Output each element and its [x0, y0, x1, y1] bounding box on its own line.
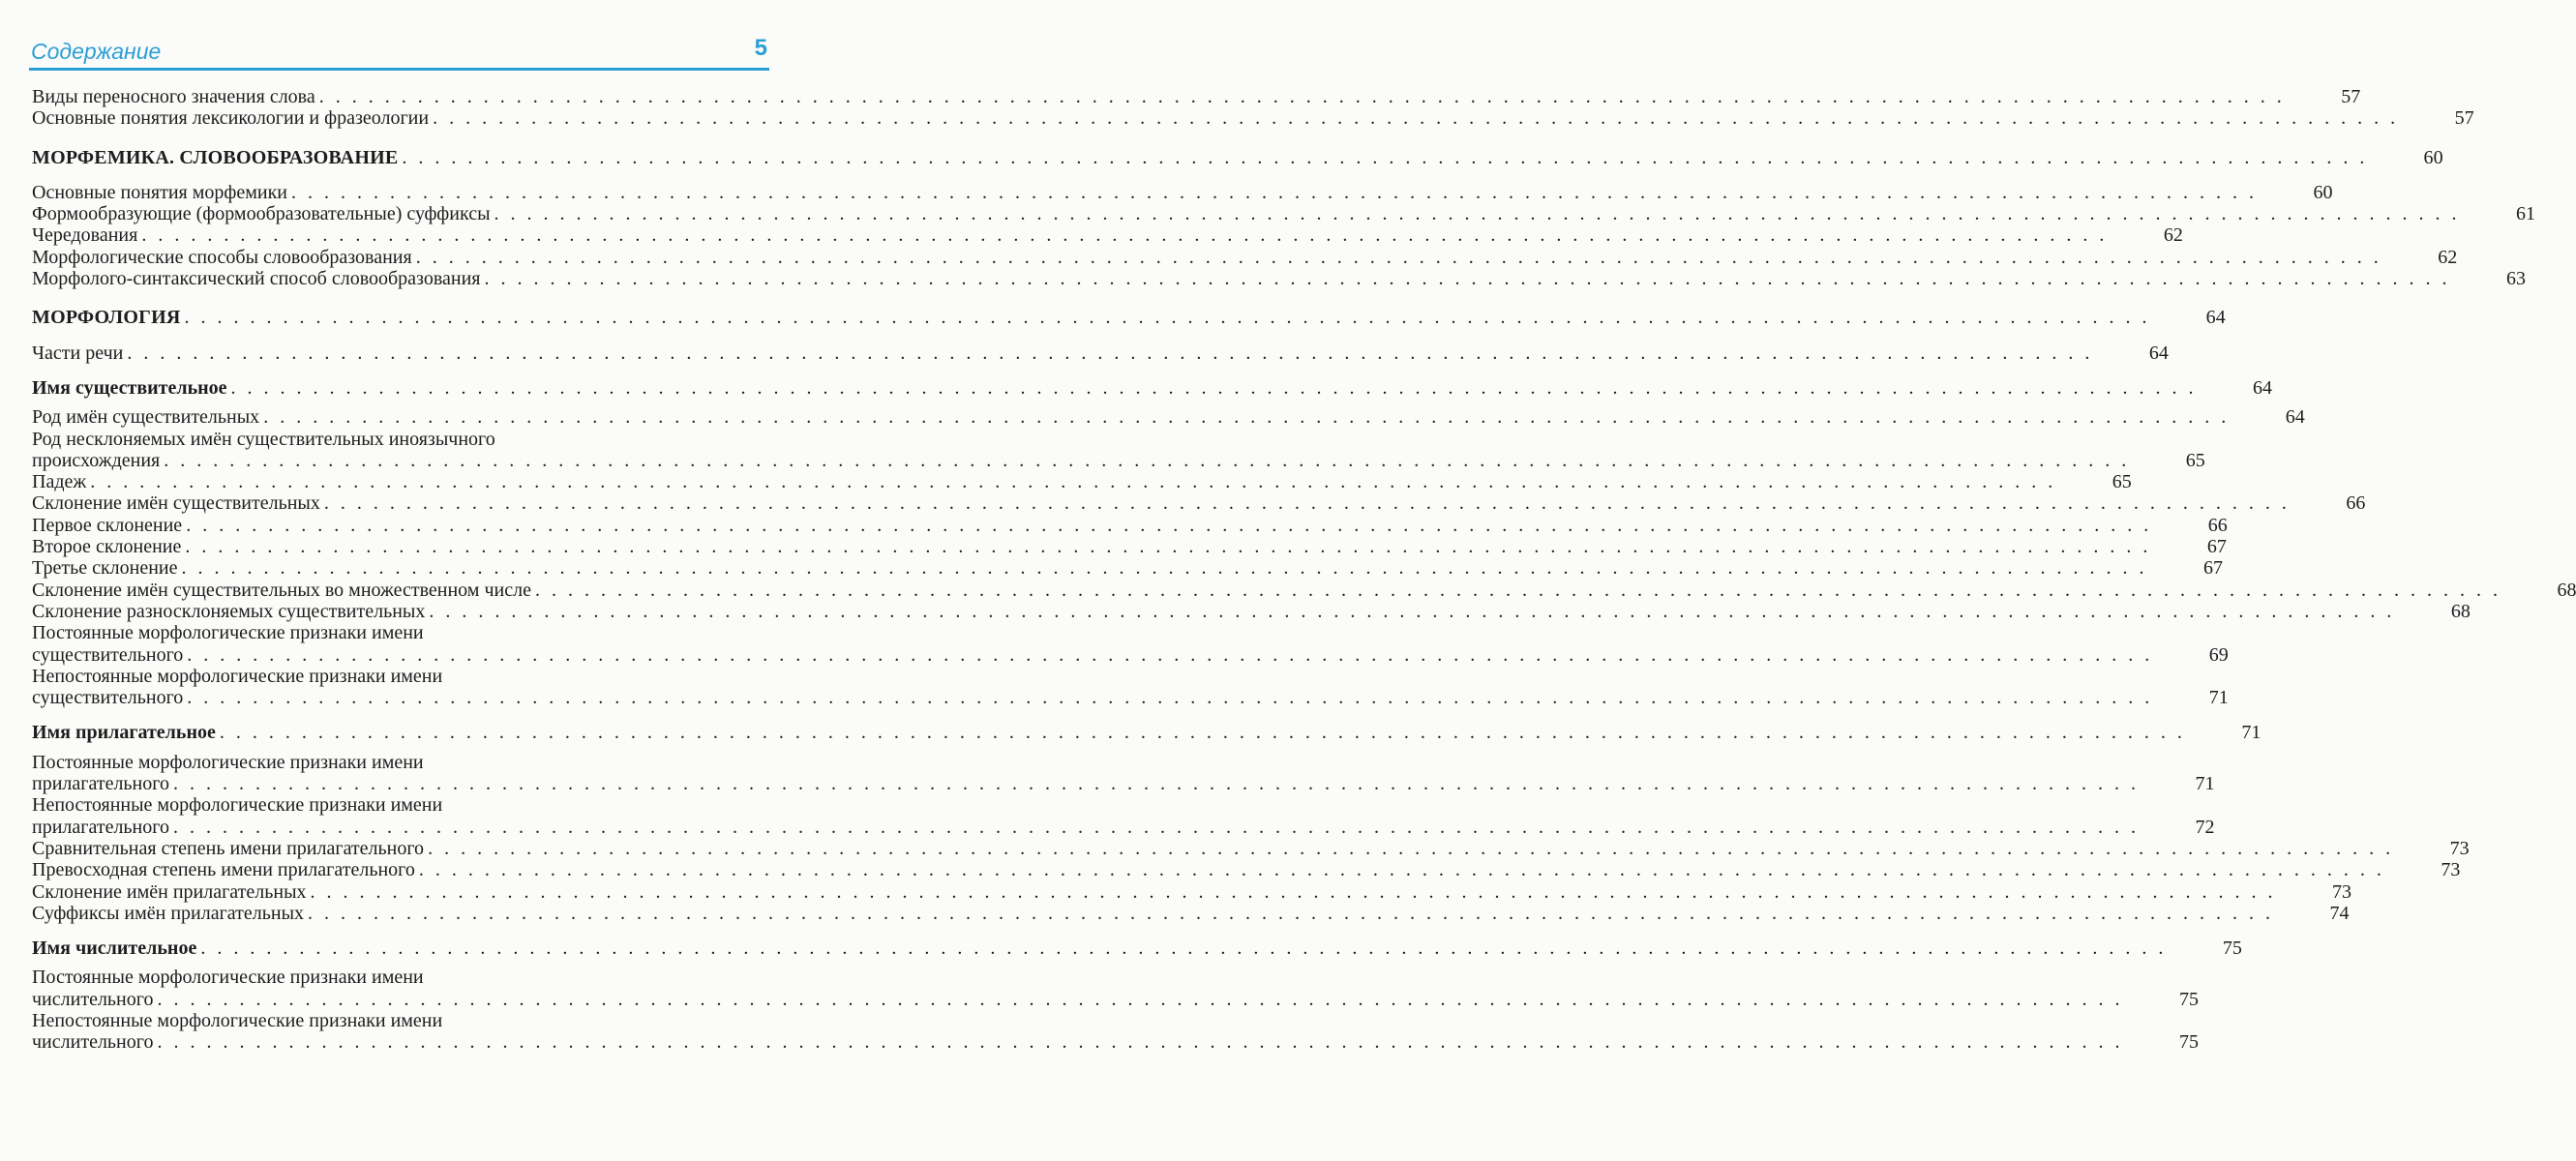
toc-entry-line — [32, 722, 2261, 744]
toc-entry — [32, 86, 2361, 107]
toc-page-number: 71 — [2241, 722, 2261, 744]
toc-page-number: 71 — [2195, 773, 2215, 795]
toc-entry-line — [32, 752, 767, 773]
toc-entry — [32, 1009, 2199, 1054]
toc-entry-line — [32, 837, 2470, 859]
toc-entry-line — [32, 224, 2183, 247]
toc-entry — [32, 579, 2576, 601]
toc-page-number: 73 — [2441, 859, 2461, 881]
toc-entry-line — [32, 429, 767, 450]
dot-leader: . . . . . . . . . . . . . . . . . . . . . . . . . . . . . . . . . . . . . . . . . . . . . . . . . . . . . . . . . . . . . . . . . . . . . . . . . . . . . . . . . . . . . . . . . . . . . . . . . . . . . . . . . . . . . . . . . . . . . . . . — [429, 600, 2395, 622]
dot-leader: . . . . . . . . . . . . . . . . . . . . . . . . . . . . . . . . . . . . . . . . . . . . . . . . . . . . . . . . . . . . . . . . . . . . . . . . . . . . . . . . . . . . . . . . . . . . . . . . . . . . . . . . . . . . . . . . . . . . . . . . — [157, 988, 2123, 1010]
toc-entry — [32, 622, 2229, 666]
dot-leader: . . . . . . . . . . . . . . . . . . . . . . . . . . . . . . . . . . . . . . . . . . . . . . . . . . . . . . . . . . . . . . . . . . . . . . . . . . . . . . . . . . . . . . . . . . . . . . . . . . . . . . . . . . . . . . . . . . . . . . . . — [308, 902, 2274, 924]
toc-entry-title: Склонение имён прилагательных — [32, 880, 307, 903]
dot-leader: . . . . . . . . . . . . . . . . . . . . . . . . . . . . . . . . . . . . . . . . . . . . . . . . . . . . . . . . . . . . . . . . . . . . . . . . . . . . . . . . . . . . . . . . . . . . . . . . . . . . . . . . . . . . . . . . . . . . . . . . — [127, 342, 2093, 364]
toc-entry — [32, 203, 2536, 225]
toc-entry — [32, 967, 2199, 1010]
toc-entry — [32, 428, 2205, 472]
dot-leader: . . . . . . . . . . . . . . . . . . . . . . . . . . . . . . . . . . . . . . . . . . . . . . . . . . . . . . . . . . . . . . . . . . . . . . . . . . . . . . . . . . . . . . . . . . . . . . . . . . . . . . . . . . . . . . . . . . . . . . . . — [172, 816, 2140, 838]
toc-entry-line — [32, 514, 2228, 536]
toc-entry-title: Суффиксы имён прилагательных — [32, 902, 305, 924]
toc-entry-title: числительного — [32, 1031, 154, 1054]
toc-entry-title: Сравнительная степень имени прилагательного — [32, 837, 425, 859]
dot-leader: . . . . . . . . . . . . . . . . . . . . . . . . . . . . . . . . . . . . . . . . . . . . . . . . . . . . . . . . . . . . . . . . . . . . . . . . . . . . . . . . . . . . . . . . . . . . . . . . . . . . . . . . . . . . . . . . . . . . . . . . — [184, 307, 2150, 329]
toc-entry-title: Морфолого-синтаксический способ словообразования — [32, 268, 481, 290]
dot-leader: . . . . . . . . . . . . . . . . . . . . . . . . . . . . . . . . . . . . . . . . . . . . . . . . . . . . . . . . . . . . . . . . . . . . . . . . . . . . . . . . . . . . . . . . . . . . . . . . . . . . . . . . . . . . . . . . . . . . . . . . — [402, 146, 2368, 168]
page-header — [29, 35, 769, 71]
toc-entry-title: Склонение имён существительных во множественном числе — [32, 579, 531, 601]
toc-entry — [32, 859, 2461, 881]
toc-entry-title: Непостоянные морфологические признаки имени — [32, 1009, 443, 1031]
toc-entry — [32, 794, 2215, 838]
toc-entry-title: Имя существительное — [32, 376, 227, 399]
toc-page-number: 66 — [2207, 514, 2228, 536]
dot-leader: . . . . . . . . . . . . . . . . . . . . . . . . . . . . . . . . . . . . . . . . . . . . . . . . . . . . . . . . . . . . . . . . . . . . . . . . . . . . . . . . . . . . . . . . . . . . . . . . . . . . . . . . . . . . . . . . . . . . . . . . — [141, 224, 2108, 247]
toc-entry-title: Непостоянные морфологические признаки имени — [32, 665, 443, 687]
toc-entry-title: Непостоянные морфологические признаки имени — [32, 794, 443, 817]
running-title: Содержание — [31, 39, 162, 64]
toc-page-number: 73 — [2332, 880, 2352, 903]
toc-entry-line — [32, 376, 2273, 399]
toc-entry-line — [32, 643, 2229, 666]
toc-entry-line — [32, 1010, 767, 1031]
toc-entry-title: Постоянные морфологические признаки имени — [32, 622, 424, 644]
toc-entry-line — [32, 687, 2229, 709]
toc-entry — [32, 224, 2183, 247]
toc-entry — [32, 107, 2474, 130]
toc-entry-title: Имя прилагательное — [32, 722, 216, 744]
toc-page-number: 62 — [2438, 246, 2458, 268]
toc-entry-title: Постоянные морфологические признаки имени — [32, 751, 424, 773]
toc-subsection-heading — [32, 376, 2273, 399]
dot-leader: . . . . . . . . . . . . . . . . . . . . . . . . . . . . . . . . . . . . . . . . . . . . . . . . . . . . . . . . . . . . . . . . . . . . . . . . . . . . . . . . . . . . . . . . . . . . . . . . . . . . . . . . . . . . . . . . . . . . . . . . — [200, 938, 2167, 960]
toc-entry-title: числительного — [32, 988, 154, 1010]
toc-entry — [32, 880, 2352, 903]
toc-page-number: 57 — [2454, 107, 2474, 130]
toc-subsection-heading — [32, 938, 2242, 960]
toc-page-number: 75 — [2178, 1031, 2199, 1054]
toc-page-number: 65 — [2185, 449, 2205, 471]
toc-subsection-heading — [32, 722, 2261, 744]
dot-leader: . . . . . . . . . . . . . . . . . . . . . . . . . . . . . . . . . . . . . . . . . . . . . . . . . . . . . . . . . . . . . . . . . . . . . . . . . . . . . . . . . . . . . . . . . . . . . . . . . . . . . . . . . . . . . . . . . . . . . . . . — [187, 643, 2153, 666]
toc-entry-title: МОРФОЛОГИЯ — [32, 307, 181, 329]
dot-leader: . . . . . . . . . . . . . . . . . . . . . . . . . . . . . . . . . . . . . . . . . . . . . . . . . . . . . . . . . . . . . . . . . . . . . . . . . . . . . . . . . . . . . . . . . . . . . . . . . . . . . . . . . . . . . . . . . . . . . . . . — [157, 1031, 2123, 1054]
toc-page-number: 71 — [2208, 687, 2229, 709]
toc-entry-title: Основные понятия морфемики — [32, 181, 288, 203]
dot-leader: . . . . . . . . . . . . . . . . . . . . . . . . . . . . . . . . . . . . . . . . . . . . . . . . . . . . . . . . . . . . . . . . . . . . . . . . . . . . . . . . . . . . . . . . . . . . . . . . . . . . . . . . . . . . . . . . . . . . . . . . — [323, 492, 2291, 515]
toc-entry-line — [32, 107, 2474, 130]
toc-entry-title: Постоянные морфологические признаки имени — [32, 967, 424, 989]
toc-entry-title: существительного — [32, 687, 184, 709]
toc-entry-title: Род несклоняемых имён существительных иноязычного — [32, 428, 495, 450]
dot-leader: . . . . . . . . . . . . . . . . . . . . . . . . . . . . . . . . . . . . . . . . . . . . . . . . . . . . . . . . . . . . . . . . . . . . . . . . . . . . . . . . . . . . . . . . . . . . . . . . . . . . . . . . . . . . . . . . . . . . . . . . — [185, 536, 2151, 558]
toc-entry — [32, 471, 2132, 493]
toc-page-number: 73 — [2449, 837, 2470, 859]
toc-entry-title: прилагательного — [32, 816, 169, 838]
toc-entry-line — [32, 622, 767, 643]
dot-leader: . . . . . . . . . . . . . . . . . . . . . . . . . . . . . . . . . . . . . . . . . . . . . . . . . . . . . . . . . . . . . . . . . . . . . . . . . . . . . . . . . . . . . . . . . . . . . . . . . . . . . . . . . . . . . . . . . . . . . . . . — [433, 107, 2399, 130]
toc-entry-title: Виды переносного значения слова — [32, 86, 315, 107]
dot-leader: . . . . . . . . . . . . . . . . . . . . . . . . . . . . . . . . . . . . . . . . . . . . . . . . . . . . . . . . . . . . . . . . . . . . . . . . . . . . . . . . . . . . . . . . . . . . . . . . . . . . . . . . . . . . . . . . . . . . . . . . — [230, 376, 2198, 399]
toc-page-number: 64 — [2285, 406, 2305, 429]
toc-entry-title: Третье склонение — [32, 557, 178, 580]
toc-entry-line — [32, 600, 2471, 622]
toc-entry-line — [32, 579, 2576, 601]
dot-leader: . . . . . . . . . . . . . . . . . . . . . . . . . . . . . . . . . . . . . . . . . . . . . . . . . . . . . . . . . . . . . . . . . . . . . . . . . . . . . . . . . . . . . . . . . . . . . . . . . . . . . . . . . . . . . . . . . . . . . . . . — [219, 722, 2186, 744]
toc-entry-title: МОРФЕМИКА. СЛОВООБРАЗОВАНИЕ — [32, 146, 399, 168]
toc-entry-title: Превосходная степень имени прилагательного — [32, 859, 415, 881]
toc-entry-title: Падеж — [32, 471, 87, 493]
toc-page-number: 68 — [2450, 600, 2471, 622]
toc-entry — [32, 557, 2224, 580]
toc-entry-line — [32, 880, 2352, 903]
toc-page-number: 68 — [2557, 579, 2576, 601]
toc-section-heading — [32, 146, 2443, 168]
toc-page-number: 66 — [2346, 492, 2366, 515]
toc-page-number: 64 — [2205, 307, 2226, 329]
toc-entry-line — [32, 794, 767, 816]
toc-entry-line — [32, 246, 2458, 268]
toc-entry-title: Род имён существительных — [32, 406, 260, 429]
dot-leader: . . . . . . . . . . . . . . . . . . . . . . . . . . . . . . . . . . . . . . . . . . . . . . . . . . . . . . . . . . . . . . . . . . . . . . . . . . . . . . . . . . . . . . . . . . . . . . . . . . . . . . . . . . . . . . . . . . . . . . . . — [318, 86, 2286, 107]
toc-entry-line — [32, 773, 2215, 795]
page-number: 5 — [754, 35, 767, 61]
toc-page-number: 64 — [2253, 376, 2273, 399]
toc-entry-line — [32, 1031, 2199, 1054]
toc-entry-title: существительного — [32, 643, 184, 666]
toc-entry — [32, 902, 2350, 924]
toc-entry — [32, 536, 2227, 558]
dot-leader: . . . . . . . . . . . . . . . . . . . . . . . . . . . . . . . . . . . . . . . . . . . . . . . . . . . . . . . . . . . . . . . . . . . . . . . . . . . . . . . . . . . . . . . . . . . . . . . . . . . . . . . . . . . . . . . . . . . . . . . . — [90, 471, 2056, 493]
toc-entry-line — [32, 492, 2366, 515]
toc-section-heading — [32, 307, 2226, 329]
dot-leader: . . . . . . . . . . . . . . . . . . . . . . . . . . . . . . . . . . . . . . . . . . . . . . . . . . . . . . . . . . . . . . . . . . . . . . . . . . . . . . . . . . . . . . . . . . . . . . . . . . . . . . . . . . . . . . . . . . . . . . . . — [310, 880, 2277, 903]
toc-entry-line — [32, 146, 2443, 168]
toc-page-number: 74 — [2329, 902, 2350, 924]
dot-leader: . . . . . . . . . . . . . . . . . . . . . . . . . . . . . . . . . . . . . . . . . . . . . . . . . . . . . . . . . . . . . . . . . . . . . . . . . . . . . . . . . . . . . . . . . . . . . . . . . . . . . . . . . . . . . . . . . . . . . . . . — [263, 406, 2230, 429]
dot-leader: . . . . . . . . . . . . . . . . . . . . . . . . . . . . . . . . . . . . . . . . . . . . . . . . . . . . . . . . . . . . . . . . . . . . . . . . . . . . . . . . . . . . . . . . . . . . . . . . . . . . . . . . . . . . . . . . . . . . . . . . — [415, 246, 2382, 268]
toc-entry-line — [32, 449, 2205, 471]
dot-leader: . . . . . . . . . . . . . . . . . . . . . . . . . . . . . . . . . . . . . . . . . . . . . . . . . . . . . . . . . . . . . . . . . . . . . . . . . . . . . . . . . . . . . . . . . . . . . . . . . . . . . . . . . . . . . . . . . . . . . . . . — [164, 449, 2130, 471]
toc-entry-title: Первое склонение — [32, 514, 183, 536]
toc-entry — [32, 342, 2169, 364]
toc-page-number: 67 — [2203, 557, 2224, 580]
toc-page-number: 63 — [2506, 268, 2526, 290]
toc-entry-title: Склонение имён существительных — [32, 492, 320, 515]
toc-page-number: 75 — [2178, 988, 2199, 1010]
toc-page-number: 75 — [2222, 938, 2242, 960]
toc-entry — [32, 665, 2229, 709]
toc-entry-line — [32, 967, 767, 988]
dot-leader: . . . . . . . . . . . . . . . . . . . . . . . . . . . . . . . . . . . . . . . . . . . . . . . . . . . . . . . . . . . . . . . . . . . . . . . . . . . . . . . . . . . . . . . . . . . . . . . . . . . . . . . . . . . . . . . . . . . . . . . . — [186, 514, 2152, 536]
dot-leader: . . . . . . . . . . . . . . . . . . . . . . . . . . . . . . . . . . . . . . . . . . . . . . . . . . . . . . . . . . . . . . . . . . . . . . . . . . . . . . . . . . . . . . . . . . . . . . . . . . . . . . . . . . . . . . . . . . . . . . . . — [484, 268, 2450, 290]
toc-page-number: 61 — [2516, 203, 2536, 225]
toc-entry-title: Формообразующие (формообразовательные) суффиксы — [32, 203, 491, 225]
toc-entry-line — [32, 666, 767, 687]
toc-page-number: 65 — [2112, 471, 2132, 493]
toc-entry-title: происхождения — [32, 449, 161, 471]
toc-entry-line — [32, 86, 2361, 107]
dot-leader: . . . . . . . . . . . . . . . . . . . . . . . . . . . . . . . . . . . . . . . . . . . . . . . . . . . . . . . . . . . . . . . . . . . . . . . . . . . . . . . . . . . . . . . . . . . . . . . . . . . . . . . . . . . . . . . . . . . . . . . . — [418, 859, 2385, 881]
toc-entry-line — [32, 307, 2226, 329]
toc-page-number: 60 — [2313, 181, 2333, 203]
dot-leader: . . . . . . . . . . . . . . . . . . . . . . . . . . . . . . . . . . . . . . . . . . . . . . . . . . . . . . . . . . . . . . . . . . . . . . . . . . . . . . . . . . . . . . . . . . . . . . . . . . . . . . . . . . . . . . . . . . . . . . . . — [291, 181, 2258, 203]
dot-leader: . . . . . . . . . . . . . . . . . . . . . . . . . . . . . . . . . . . . . . . . . . . . . . . . . . . . . . . . . . . . . . . . . . . . . . . . . . . . . . . . . . . . . . . . . . . . . . . . . . . . . . . . . . . . . . . . . . . . . . . . — [172, 773, 2140, 795]
table-of-contents — [32, 86, 2576, 1054]
toc-entry-title: Морфологические способы словообразования — [32, 246, 412, 268]
toc-entry — [32, 268, 2526, 290]
toc-entry-title: Второе склонение — [32, 536, 182, 558]
dot-leader: . . . . . . . . . . . . . . . . . . . . . . . . . . . . . . . . . . . . . . . . . . . . . . . . . . . . . . . . . . . . . . . . . . . . . . . . . . . . . . . . . . . . . . . . . . . . . . . . . . . . . . . . . . . . . . . . . . . . . . . . — [187, 687, 2153, 709]
toc-page-number: 64 — [2148, 342, 2169, 364]
toc-entry-title: Части речи — [32, 342, 124, 364]
toc-page-number: 69 — [2208, 643, 2229, 666]
toc-entry-line — [32, 557, 2224, 580]
toc-entry — [32, 406, 2305, 429]
toc-page-number: 60 — [2423, 146, 2443, 168]
toc-entry-title: Имя числительное — [32, 938, 197, 960]
toc-entry — [32, 837, 2470, 859]
toc-entry-line — [32, 536, 2227, 558]
toc-entry-line — [32, 406, 2305, 429]
toc-entry-title: прилагательного — [32, 773, 169, 795]
toc-entry-title: Склонение разносклоняемых существительных — [32, 600, 426, 622]
dot-leader: . . . . . . . . . . . . . . . . . . . . . . . . . . . . . . . . . . . . . . . . . . . . . . . . . . . . . . . . . . . . . . . . . . . . . . . . . . . . . . . . . . . . . . . . . . . . . . . . . . . . . . . . . . . . . . . . . . . . . . . . — [181, 557, 2148, 580]
toc-entry-line — [32, 181, 2333, 203]
toc-entry — [32, 181, 2333, 203]
dot-leader: . . . . . . . . . . . . . . . . . . . . . . . . . . . . . . . . . . . . . . . . . . . . . . . . . . . . . . . . . . . . . . . . . . . . . . . . . . . . . . . . . . . . . . . . . . . . . . . . . . . . . . . . . . . . . . . . . . . . . . . . — [534, 579, 2501, 601]
toc-entry-line — [32, 988, 2199, 1010]
toc-entry-line — [32, 342, 2169, 364]
toc-page-number: 72 — [2195, 816, 2215, 838]
toc-entry-line — [32, 203, 2536, 225]
toc-entry-line — [32, 938, 2242, 960]
toc-entry-line — [32, 902, 2350, 924]
dot-leader: . . . . . . . . . . . . . . . . . . . . . . . . . . . . . . . . . . . . . . . . . . . . . . . . . . . . . . . . . . . . . . . . . . . . . . . . . . . . . . . . . . . . . . . . . . . . . . . . . . . . . . . . . . . . . . . . . . . . . . . . — [428, 837, 2394, 859]
toc-entry-line — [32, 859, 2461, 881]
toc-entry — [32, 600, 2471, 622]
toc-page-number: 57 — [2341, 86, 2361, 107]
toc-entry-line — [32, 471, 2132, 493]
toc-entry — [32, 514, 2228, 536]
dot-leader: . . . . . . . . . . . . . . . . . . . . . . . . . . . . . . . . . . . . . . . . . . . . . . . . . . . . . . . . . . . . . . . . . . . . . . . . . . . . . . . . . . . . . . . . . . . . . . . . . . . . . . . . . . . . . . . . . . . . . . . . — [494, 203, 2461, 225]
toc-entry-title: Чередования — [32, 224, 138, 247]
toc-entry — [32, 492, 2366, 515]
toc-entry — [32, 246, 2458, 268]
toc-page-number: 67 — [2206, 536, 2227, 558]
toc-entry — [32, 751, 2215, 795]
toc-entry-title: Основные понятия лексикологии и фразеологии — [32, 107, 430, 130]
toc-entry-line — [32, 816, 2215, 838]
toc-page-number: 62 — [2163, 224, 2183, 247]
toc-entry-line — [32, 268, 2526, 290]
